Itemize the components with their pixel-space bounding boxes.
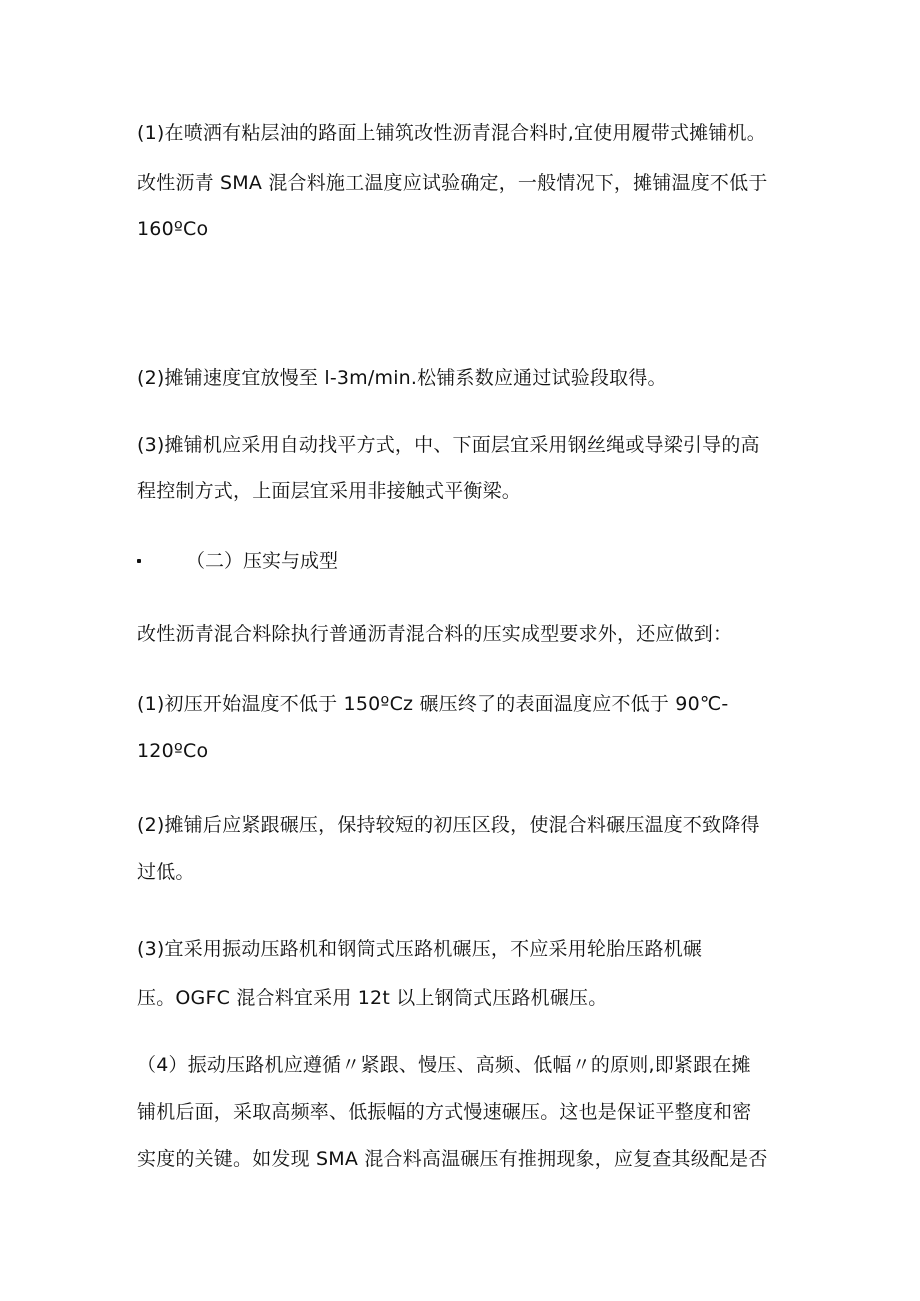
paragraph-line: (1)在喷洒有粘层油的路面上铺筑改性沥青混合料时,宜使用履带式摊铺机。 (137, 122, 766, 144)
paragraph-line: 实度的关键。如发现 SMA 混合料高温碾压有推拥现象，应复查其级配是否 (137, 1148, 768, 1170)
paragraph-line: 铺机后面，采取高频率、低振幅的方式慢速碾压。这也是保证平整度和密 (137, 1101, 752, 1123)
paragraph-line: (2)摊铺速度宜放慢至 l-3m∕min.松铺系数应通过试验段取得。 (137, 367, 667, 389)
paragraph-line: 压。OGFC 混合料宜采用 12t 以上钢筒式压路机碾压。 (137, 987, 608, 1009)
paragraph-line: (3)摊铺机应采用自动找平方式，中、下面层宜采用钢丝绳或导梁引导的高 (137, 434, 760, 456)
paragraph-line: 120ºCo (137, 740, 209, 762)
section-heading-row (137, 549, 817, 573)
paragraph-line: 过低。 (137, 861, 195, 883)
paragraph-line: (3)宜采用振动压路机和钢筒式压路机碾压，不应采用轮胎压路机碾 (137, 938, 703, 960)
section-heading: （二）压实与成型 (186, 550, 339, 572)
paragraph-line: (1)初压开始温度不低于 150ºCz 碾压终了的表面温度应不低于 90℃- (137, 693, 729, 715)
paragraph-line: 改性沥青混合料除执行普通沥青混合料的压实成型要求外，还应做到： (137, 623, 733, 645)
bullet-icon (137, 559, 141, 563)
paragraph-line: 改性沥青 SMA 混合料施工温度应试验确定，一般情况下，摊铺温度不低于 (137, 172, 768, 194)
paragraph-line: （4）振动压路机应遵循〃紧跟、慢压、高频、低幅〃的原则,即紧跟在摊 (137, 1054, 751, 1076)
paragraph-line: 程控制方式，上面层宜采用非接触式平衡梁。 (137, 480, 522, 502)
paragraph-line: 160ºCo (137, 218, 209, 240)
paragraph-line: (2)摊铺后应紧跟碾压，保持较短的初压区段，使混合料碾压温度不致降得 (137, 814, 760, 836)
